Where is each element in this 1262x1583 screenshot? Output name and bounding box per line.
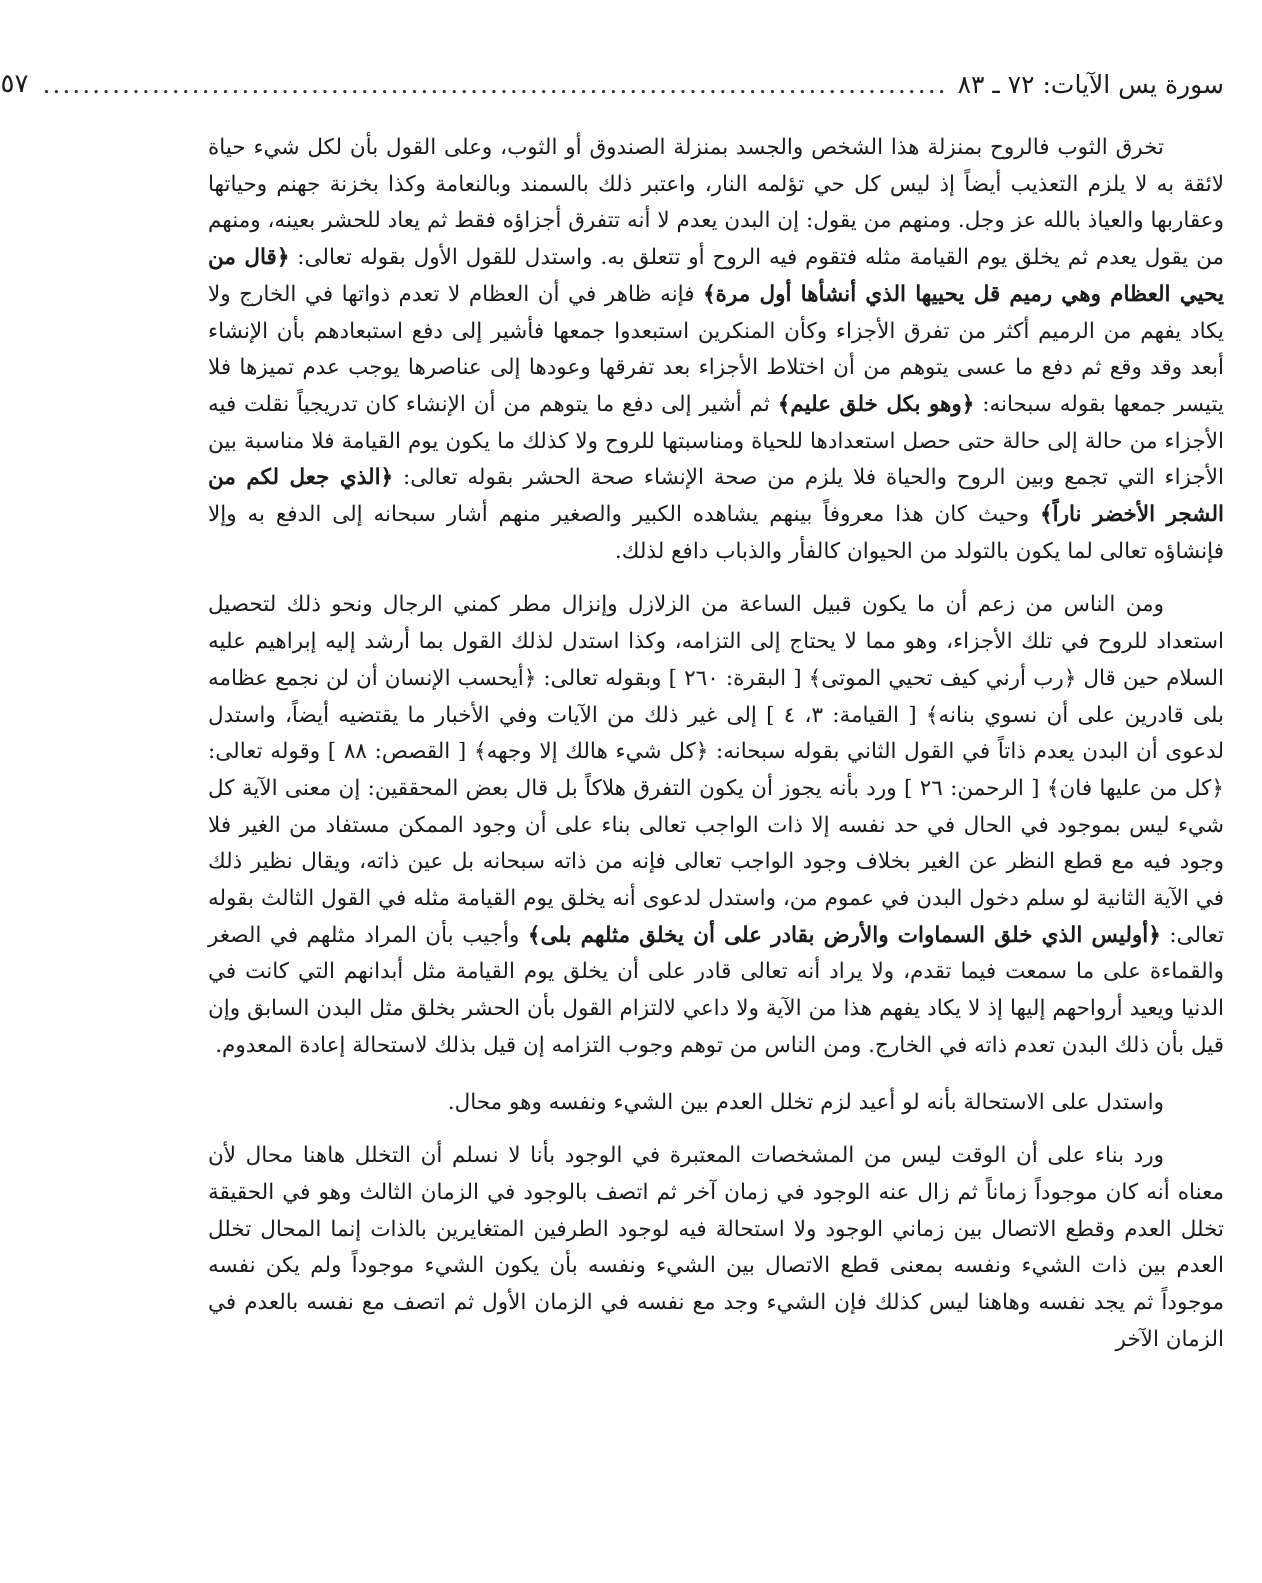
text-run: ورد بناء على أن الوقت ليس من المشخصات المعتبرة في الوجود بأنا لا نسلم أن التخلل هاهنا محال لأن معناه أنه كان موجوداً زماناً ثم زال عنه الوجود في زمان آخر ثم اتصف بالوجود في الزمان الثالث وهو في الحقيقة تخلل العدم وقطع الاتصال بين زماني الوجود ولا استحالة فيه لوجود الطرفين المتغايرين بالذات إنما المحال تخلل العدم بين ذات الشيء ونفسه بمعنى قطع الاتصال بين الشيء ونفسه بأن يكون الشيء موجوداً ولم يكن نفسه موجوداً ثم يجد نفسه وهاهنا ليس كذلك فإن الشيء وجد مع نفسه في الزمان الأول ثم اتصف مع نفسه بالعدم في الزمان الآخر (208, 1143, 1224, 1352)
quran-quote: ﴿وهو بكل خلق عليم﴾ (777, 391, 975, 417)
text-run: واستدل على الاستحالة بأنه لو أعيد لزم تخلل العدم بين الشيء ونفسه وهو محال. (447, 1089, 1164, 1115)
paragraph (208, 1138, 1224, 1358)
leader-dots: ........................................................................................... (42, 69, 948, 99)
quran-quote: ﴿قال من يحيي العظام وهي رميم قل يحييها الذي أنشأها أول مرة﴾ (208, 245, 1224, 307)
running-header (0, 60, 1224, 108)
body-text (208, 130, 1224, 1359)
quran-quote: ﴿أوليس الذي خلق السماوات والأرض بقادر على أن يخلق مثلهم بلى﴾ (527, 922, 1161, 948)
text-run: ومن الناس من زعم أن ما يكون قبيل الساعة من الزلازل وإنزال مطر كمني الرجال ونحو ذلك لتحصيل استعداد للروح في تلك الأجزاء، وهو مما لا يحتاج إلى التزامه، وكذا استدل لذلك القول بما أرشد إليه إبراهيم عليه السلام حين قال ﴿رب أرني كيف تحيي الموتى﴾ [ البقرة: ٢٦٠ ] وبقوله تعالى: ﴿أيحسب الإنسان أن لن نجمع عظامه بلى قادرين على أن نسوي بنانه﴾ [ القيامة: ٣، ٤ ] إلى غير ذلك من الآيات وفي الأخبار ما يقتضيه أيضاً، واستدل لدعوى أن البدن يعدم ذاتاً في القول الثاني بقوله سبحانه: ﴿كل شيء هالك إلا وجهه﴾ [ القصص: ٨٨ ] وقوله تعالى: ﴿كل من عليها فان﴾ [ الرحمن: ٢٦ ] ورد بأنه يجوز أن يكون التفرق هلاكاً بل قال بعض المحققين: إن معنى الآية كل شيء ليس بموجود في الحال في حد نفسه إلا ذات الواجب تعالى بناء على أن وجود الممكن مستفاد من الغير فلا وجود فيه مع قطع النظر عن الغير بخلاف وجود الواجب تعالى فإنه من ذاته سبحانه بل عين ذاته، ويقال نظير ذلك في الآية الثانية لو سلم دخول البدن في عموم من، واستدل لدعوى أنه يخلق يوم القيامة مثله في القول الثالث بقوله تعالى: (208, 592, 1224, 948)
paragraph (208, 587, 1224, 1064)
running-title: سورة يس الآيات: ٧٢ ـ ٨٣ (957, 69, 1224, 99)
quran-quote: ﴿الذي جعل لكم من الشجر الأخضر ناراً﴾ (208, 465, 1225, 528)
text-run: وحيث كان هذا معروفاً بينهم يشاهده الكبير والصغير منهم أشار سبحانه إلى الدفع به وإلا فإنشاؤه تعالى لما يكون بالتولد من الحيوان كالفأر والذباب دافع لذلك. (208, 502, 1224, 564)
paragraph (208, 130, 1224, 570)
text-run: وأجيب بأن المراد مثلهم في الصغر والقماءة على ما سمعت فيما تقدم، ولا يراد أنه تعالى قادر على أن يخلق يوم القيامة مثل أبدانهم التي كانت في الدنيا ويعيد أرواحهم إليها إذ لا يكاد يفهم هذا من الآية ولا داعي لالتزام القول بأن الحشر بخلق مثل البدن السابق وإن قيل بأن ذلك البدن تعدم ذاته في الخارج. ومن الناس من توهم وجوب التزامه إن قيل بذلك لاستحالة إعادة المعدوم. (208, 922, 1224, 1058)
page-number: ٥٧ (0, 69, 29, 99)
paragraph (208, 1085, 1224, 1122)
text-run: ثم أشير إلى دفع ما يتوهم من أن الإنشاء كان تدريجياً نقلت فيه الأجزاء من حالة إلى حالة حتى حصل استعدادها للحياة ومناسبتها للروح ولا كذلك ما يكون يوم القيامة فلا مناسبة بين الأجزاء التي تجمع وبين الروح والحياة فلا يلزم من صحة الإنشاء صحة الحشر بقوله تعالى: (208, 391, 1224, 491)
text-run: تخرق الثوب فالروح بمنزلة هذا الشخص والجسد بمنزلة الصندوق أو الثوب، وعلى القول بأن لكل شيء حياة لائقة به لا يلزم التعذيب أيضاً إذ ليس كل حي تؤلمه النار، واعتبر ذلك بالسمند وبالنعامة وكذا بخزنة جهنم وحياتها وعقاربها والعياذ بالله عز وجل. ومنهم من يقول: إن البدن يعدم لا أنه تتفرق أجزاؤه فقط ثم يعاد للحشر بعينه، ومنهم من يقول يعدم ثم يخلق يوم القيامة مثله فتقوم فيه الروح أو تتعلق به. واستدل للقول الأول بقوله تعالى: (208, 135, 1224, 271)
text-run: فإنه ظاهر في أن العظام لا تعدم ذواتها في الخارج ولا يكاد يفهم من الرميم أكثر من تفرق الأجزاء وكأن المنكرين استبعدوا جمعها فأشير إلى دفع استبعادهم بأن الإنشاء أبعد وقد وقع ثم دفع ما عسى يتوهم من أن اختلاط الأجزاء بعد تفرقها وعودها إلى عناصرها يوجب عدم تميزها فلا يتيسر جمعها بقوله سبحانه: (208, 281, 1225, 417)
page (0, 60, 1225, 1359)
